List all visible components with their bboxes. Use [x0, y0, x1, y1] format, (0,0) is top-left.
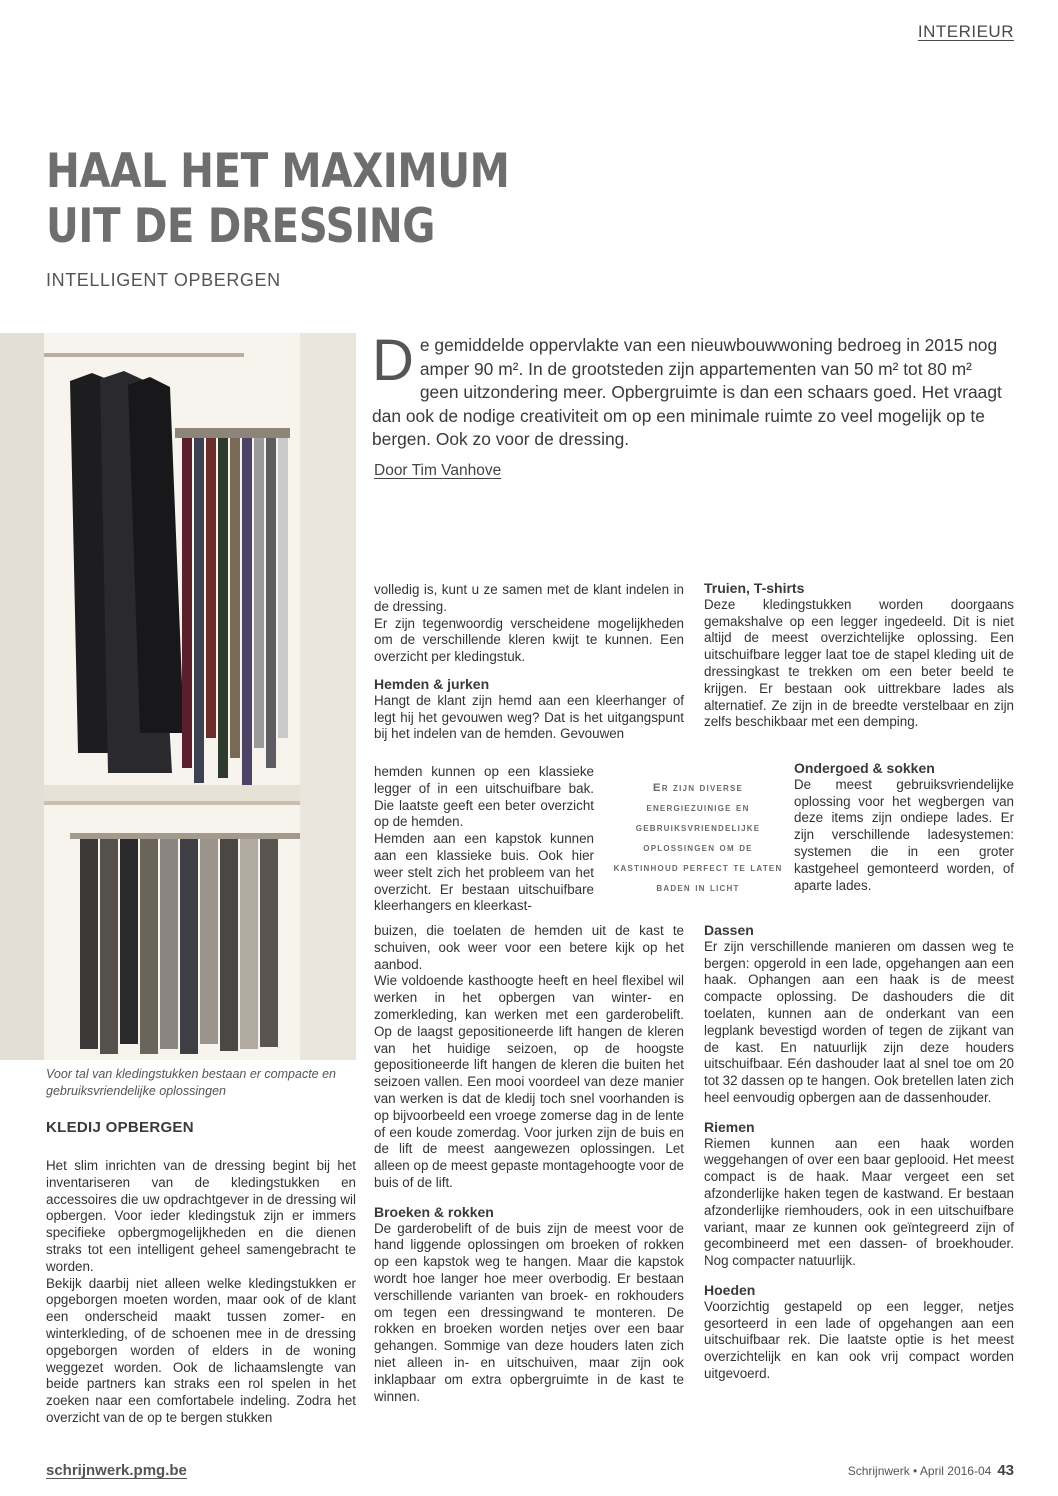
hemden-text-d: buizen, die toelaten de hemden uit de kast te schuiven, ook weer voor een betere kijk op het aanbod. [374, 923, 684, 972]
footer-issue-text: Schrijnwerk • April 2016-04 [847, 1464, 992, 1478]
heading-hoeden: Hoeden [704, 1281, 756, 1298]
heading-kledij-opbergen: KLEDIJ OPBERGEN [46, 1119, 194, 1136]
title-line-1: HAAL HET MAXIMUM [46, 144, 510, 199]
footer-issue [848, 1462, 1014, 1479]
ondergoed-text: De meest gebruiksvriendelijke oplossing voor het wegbergen van deze items zijn ondiepe lades. Er zijn verschillende ladesystemen: systemen die in een groter kastgeheel gemonteerd worden, of aparte lades. [794, 776, 1014, 893]
heading-hemden: Hemden & jurken [374, 675, 490, 692]
col2-paragraph-1: volledig is, kunt u ze samen met de klant indelen in de dressing. [374, 582, 684, 614]
article-subtitle: INTELLIGENT OPBERGEN [46, 270, 281, 290]
col2-paragraph-2: Er zijn tegenwoordig verscheidene mogelijkheden om de verschillende kleren kwijt te kunnen. Een overzicht per kledingstuk. [374, 615, 684, 665]
photo-caption: Voor tal van kledingstukken bestaan er compacte en gebruiksvriendelijke oplossingen [46, 1067, 336, 1098]
article-title [46, 144, 528, 254]
page-number: 43 [997, 1462, 1014, 1479]
pullquote: Er zijn diverse energiezuinige en gebruiksvriendelijke oplossingen om de kastinhoud perfect te laten baden in licht [613, 782, 783, 894]
hemden-text-c: Hemden aan een kapstok kunnen aan een klassieke buis. Ook hier weer stelt zich het probleem van het overzicht. Er bestaan uitschuifbare kleerhangers en kleerkast- [374, 831, 594, 914]
intro-text: e gemiddelde oppervlakte van een nieuwbouwwoning bedroeg in 2015 nog amper 90 m². In de grootsteden zijn appartementen van 50 m² tot 80 m² geen uitzondering meer. Opbergruimte is dan een schaars goed. Het vraagt dan ook de nodige creativiteit om op een minimale ruimte zo veel mogelijk op te bergen. Ook zo voor de dressing. [372, 335, 1002, 449]
heading-riemen: Riemen [704, 1118, 755, 1135]
column-2-top [374, 582, 684, 743]
intro-paragraph [372, 328, 1012, 452]
column-1 [46, 1158, 356, 1427]
broeken-text: De garderobelift of de buis zijn de meest voor de hand liggende oplossingen om broeken of rokken op een kapstok weg te hangen. Maar die kapstok wordt hoe langer hoe meer overbodig. Er bestaan verschillende varianten van broek- en rokhouders om tegen een dressingwand te monteren. De rokken en broeken worden netjes over een baar gehangen. Sommige van deze houders laten zich niet alleen in- en uitschuiven, maar zijn ook inklapbaar om extra opbergruimte in de kast te winnen. [374, 1220, 684, 1404]
title-line-2: UIT DE DRESSING [46, 199, 436, 254]
dropcap: D [372, 328, 414, 393]
heading-broeken: Broeken & rokken [374, 1203, 494, 1220]
column-2-narrow [374, 764, 594, 915]
col1-paragraph-1: Het slim inrichten van de dressing begint bij het inventariseren van de kledingstukken en accessoires die uw opdrachtgever in de dressing wil opbergen. Voor ieder kledingstuk zijn er immers specifieke opbergmogelijkheden en die dienen straks tot een intelligent geheel samengebracht te worden. [46, 1158, 356, 1274]
heading-ondergoed: Ondergoed & sokken [794, 760, 935, 776]
column-3-top [704, 580, 1014, 731]
hemden-text-b: hemden kunnen op een klassieke legger of in een uitschuifbare bak. Die laatste geeft een beter overzicht op de hemden. [374, 764, 594, 830]
byline[interactable]: Door Tim Vanhove [374, 462, 502, 479]
column-3-bottom [704, 922, 1014, 1383]
hemden-text-e: Wie voldoende kasthoogte heeft en heel flexibel wil werken in het opbergen van winter- en zomerkleding, kan werken met een garderobelift. Op de laagst gepositioneerde lift hangen de kleren van het huidige seizoen, op de hoogste gepositioneerde lift hangen de kleren die buiten het seizoen vallen. Een mooi voordeel van deze manier van werken is dat de kledij toch snel voorhanden is op bijvoorbeeld een vroege zomerse dag in de lente of een koude zomerdag. Voor jurken zijn de buis en de lift de meest aangewezen oplossingen. Let alleen op de meest gepaste montagehoogte voor de buis of de lift. [374, 973, 684, 1190]
section-tag[interactable]: INTERIEUR [917, 22, 1014, 41]
hemden-text-a: Hangt de klant zijn hemd aan een kleerhanger of legt hij het gevouwen weg? Dat is het uitgangspunt bij het indelen van de hemden. Gevouwen [374, 692, 684, 742]
col1-paragraph-2: Bekijk daarbij niet alleen welke kledingstukken er opgeborgen moeten worden, maar ook of de klant een onderscheid maakt tussen zomer- en winterkleding, of de schoenen mee in de dressing opgeborgen worden of elders in de woning weggezet worden. Ook de lichaamslengte van beide partners kan straks een rol spelen in het zoeken naar een comfortabele indeling. Zodra het overzicht van de op te bergen stukken [46, 1275, 356, 1425]
truien-text: Deze kledingstukken worden doorgaans gemakshalve op een legger ingedeeld. Dit is niet altijd de meest overzichtelijke oplossing. Een uitschuifbare legger laat toe de stapel kleding uit de dressingkast te trekken om een beter beeld te krijgen. Er bestaan ook uittrekbare lades als alternatief. Ze zijn in de breedte verstelbaar en zijn zelfs beschikbaar met een demping. [704, 596, 1014, 730]
riemen-text: Riemen kunnen aan een haak worden weggehangen of over een baar geplooid. Het meest compact is de haak. Maar vergeet een set afzonderlijke haken tegen de kastwand. Er bestaan afzonderlijke riemhouders, ook in een uitschuifbare variant, maar ze kunnen ook geïntegreerd zijn of gecombineerd met een dassen- of broekhouder. Nog compacter natuurlijk. [704, 1135, 1014, 1269]
heading-dassen: Dassen [704, 922, 754, 938]
footer-website-link[interactable]: schrijnwerk.pmg.be [46, 1462, 187, 1479]
wardrobe-photo [0, 333, 356, 1060]
hoeden-text: Voorzichtig gestapeld op een legger, netjes gesorteerd in een lade of opgehangen aan een uitschuifbaar rek. Die laatste optie is het meest overzichtelijk en kan ook vrij compact worden uitgevoerd. [704, 1298, 1014, 1381]
column-3-narrow [794, 760, 1014, 894]
heading-truien: Truien, T-shirts [704, 580, 805, 596]
column-2-bottom [374, 923, 684, 1405]
dassen-text: Er zijn verschillende manieren om dassen weg te bergen: opgerold in een lade, opgehangen aan een haak. Ophangen aan een haak is de meest compacte oplossing. De dashouders die dit toelaten, kunnen aan de onderkant van een legplank bevestigd worden of tegen de zijkant van de kast. En natuurlijk zijn deze houders uitschuifbaar. Eén dashouder laat al snel toe om 20 tot 32 dassen op te hangen. Ook bretellen laten zich heel eenvoudig opbergen aan de dassenhouder. [704, 938, 1014, 1105]
column-1-heading-block [46, 1120, 356, 1137]
